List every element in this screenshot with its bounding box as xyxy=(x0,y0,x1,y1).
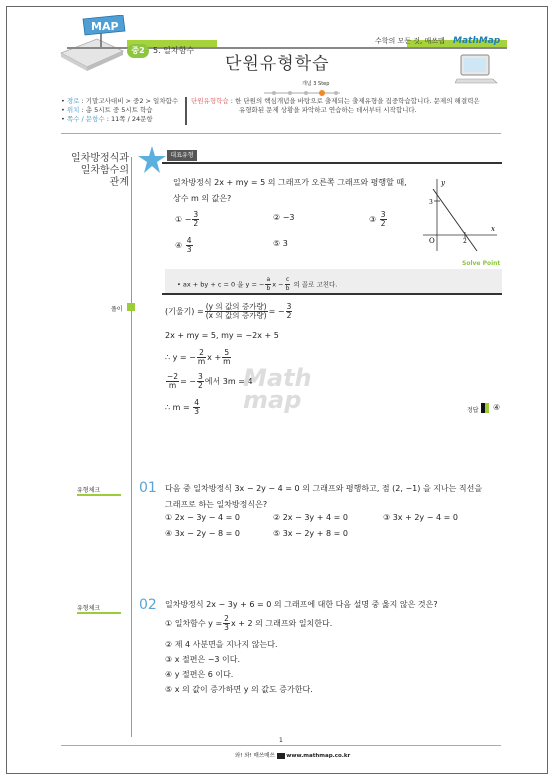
info-pages: • 쪽수 / 문항수 : 11쪽 / 24문항 xyxy=(61,115,153,123)
watermark: Math map xyxy=(243,364,312,414)
info-description: 단원유형학습 : 한 단원의 핵심개념을 바탕으로 출제되는 출제유형을 집중학습합니다. 문제의 해결력은 유형화된 문제 상황을 파악하고 연습하는 데서부터 시작합니다. xyxy=(191,97,480,114)
solution-line-1: (기울기) = $\frac{\text{(y 의 값의 증가량)}}{\text{(x 의 값의 증가량)}}$ = − $\frac{3}{2}$ xyxy=(165,302,292,320)
solution-line-2: 2x + my = 5, my = −2x + 5 xyxy=(165,331,279,340)
answer-value: ④ xyxy=(493,403,501,412)
solution-line-5: ∴ m = $\frac{4}{3}$ xyxy=(165,398,199,416)
problem-1-text: 다음 중 일차방정식 3x − 2y − 4 = 0 의 그래프와 평행하고, 점 (2, −1) 을 지나는 직선을 그래프로 하는 일차방정식은? xyxy=(165,484,483,509)
info-divider xyxy=(185,97,187,125)
problem-2-choice-3[interactable]: ③ x 절편은 −3 이다. xyxy=(165,655,241,664)
problem-2-side-underline xyxy=(77,612,121,614)
info-path: • 경로 : 기말고사대비 > 중2 > 일차함수 xyxy=(61,97,179,105)
solution-line-4: $\frac{-2}{m}$ = − $\frac{3}{2}$ 에서 3m = 4 xyxy=(167,372,253,390)
problem-1-choice-2[interactable]: ② 2x − 3y + 4 = 0 xyxy=(273,513,348,522)
problem-1-choice-4[interactable]: ④ 3x − 2y − 8 = 0 xyxy=(165,529,240,538)
example-bottom-rule xyxy=(162,293,502,295)
example-choice-2[interactable]: ② −3 xyxy=(273,213,295,222)
problem-1-side-label: 유형체크 xyxy=(77,487,101,494)
problem-2-choice-4[interactable]: ④ y 절편은 6 이다. xyxy=(165,670,234,679)
info-rule xyxy=(61,133,501,134)
step-label: 개념 3 Step xyxy=(302,81,330,87)
example-top-rule xyxy=(162,162,502,164)
hint-text: • ax + by + c = 0 을 y = − xyxy=(177,280,265,289)
hint-box: • ax + by + c = 0 을 y = − $\frac{a}{b}$ x − $\frac{c}{b}$ 의 꼴로 고친다. xyxy=(165,269,502,293)
example-choice-3[interactable]: ③ $\frac{3}{2}$ xyxy=(369,210,386,228)
answer-marker-green xyxy=(485,403,489,413)
brand-logo: MathMap xyxy=(453,36,501,46)
problem-2-number: 02 xyxy=(139,597,157,613)
problem-2-side-label: 유형체크 xyxy=(77,605,101,612)
solve-point-label: Solve Point xyxy=(462,260,501,267)
footer-rule xyxy=(61,745,501,746)
page-number: 1 xyxy=(279,737,283,744)
graph-origin-label: O xyxy=(429,237,435,245)
map-sign-text: MAP xyxy=(91,20,119,33)
problem-1-choice-3[interactable]: ③ 3x + 2y − 4 = 0 xyxy=(383,513,458,522)
footer-site: 와! 와! 매쓰매쓰 www.mathmap.co.kr xyxy=(235,753,351,759)
example-choice-1[interactable]: ① − $\frac{3}{2}$ xyxy=(175,210,199,228)
problem-2-choice-5[interactable]: ⑤ x 의 값이 증가하면 y 의 값도 증가한다. xyxy=(165,685,313,694)
graph-y-tick: 3 xyxy=(429,199,433,206)
example-tag: 대표유형 xyxy=(167,150,197,161)
solution-line-3: ∴ y = − $\frac{2}{m}$ x + $\frac{5}{m}$ xyxy=(165,348,231,366)
slogan: 수학의 모든 것, 매쓰맵 xyxy=(375,37,445,45)
star-icon xyxy=(137,145,167,175)
step-indicator xyxy=(262,81,342,97)
example-choice-5[interactable]: ⑤ 3 xyxy=(273,239,288,248)
document-page xyxy=(6,6,548,774)
example-choice-4[interactable]: ④ $\frac{4}{3}$ xyxy=(175,236,192,254)
example-graph xyxy=(419,175,499,255)
grade-badge: 중2 xyxy=(127,44,149,58)
solution-marker xyxy=(127,303,135,311)
problem-2-choice-1[interactable]: ① 일차함수 y = $\frac{2}{3}$ x + 2 의 그래프와 일치한다. xyxy=(165,614,333,632)
problem-2-text: 일차방정식 2x − 3y + 6 = 0 의 그래프에 대한 다음 설명 중 옳지 않은 것은? xyxy=(165,600,438,609)
graph-y-label: y xyxy=(441,179,445,187)
problem-1-number: 01 xyxy=(139,480,157,496)
graph-x-label: x xyxy=(491,225,495,233)
problem-1-choice-5[interactable]: ⑤ 3x − 2y + 8 = 0 xyxy=(273,529,348,538)
info-meta xyxy=(61,97,181,124)
answer-label: 정답 xyxy=(467,407,479,414)
section-title: 일차방정식과 일차함수의 관계 xyxy=(71,153,129,188)
hint-tail: 의 꼴로 고친다. xyxy=(293,280,338,289)
computer-icon xyxy=(455,53,499,85)
footer-link[interactable]: www.mathmap.co.kr xyxy=(286,753,351,759)
solution-label: 풀이 xyxy=(111,306,123,313)
left-column-rule xyxy=(131,157,132,737)
problem-2-choice-2[interactable]: ② 제 4 사분면을 지나지 않는다. xyxy=(165,640,278,649)
problem-1-side-underline xyxy=(77,494,121,496)
page-title: 단원유형학습 xyxy=(225,54,330,74)
info-position: • 위치 : 총 5시트 중 5시트 학습 xyxy=(61,106,153,114)
graph-x-tick: 2 xyxy=(463,238,467,245)
map-logo xyxy=(57,15,127,75)
unit-label: 5. 일차함수 xyxy=(153,46,195,55)
example-question: 일차방정식 2x + my = 5 의 그래프가 오른쪽 그래프와 평행할 때, 상수 m 의 값은? xyxy=(173,178,407,203)
problem-1-choice-1[interactable]: ① 2x − 3y − 4 = 0 xyxy=(165,513,240,522)
